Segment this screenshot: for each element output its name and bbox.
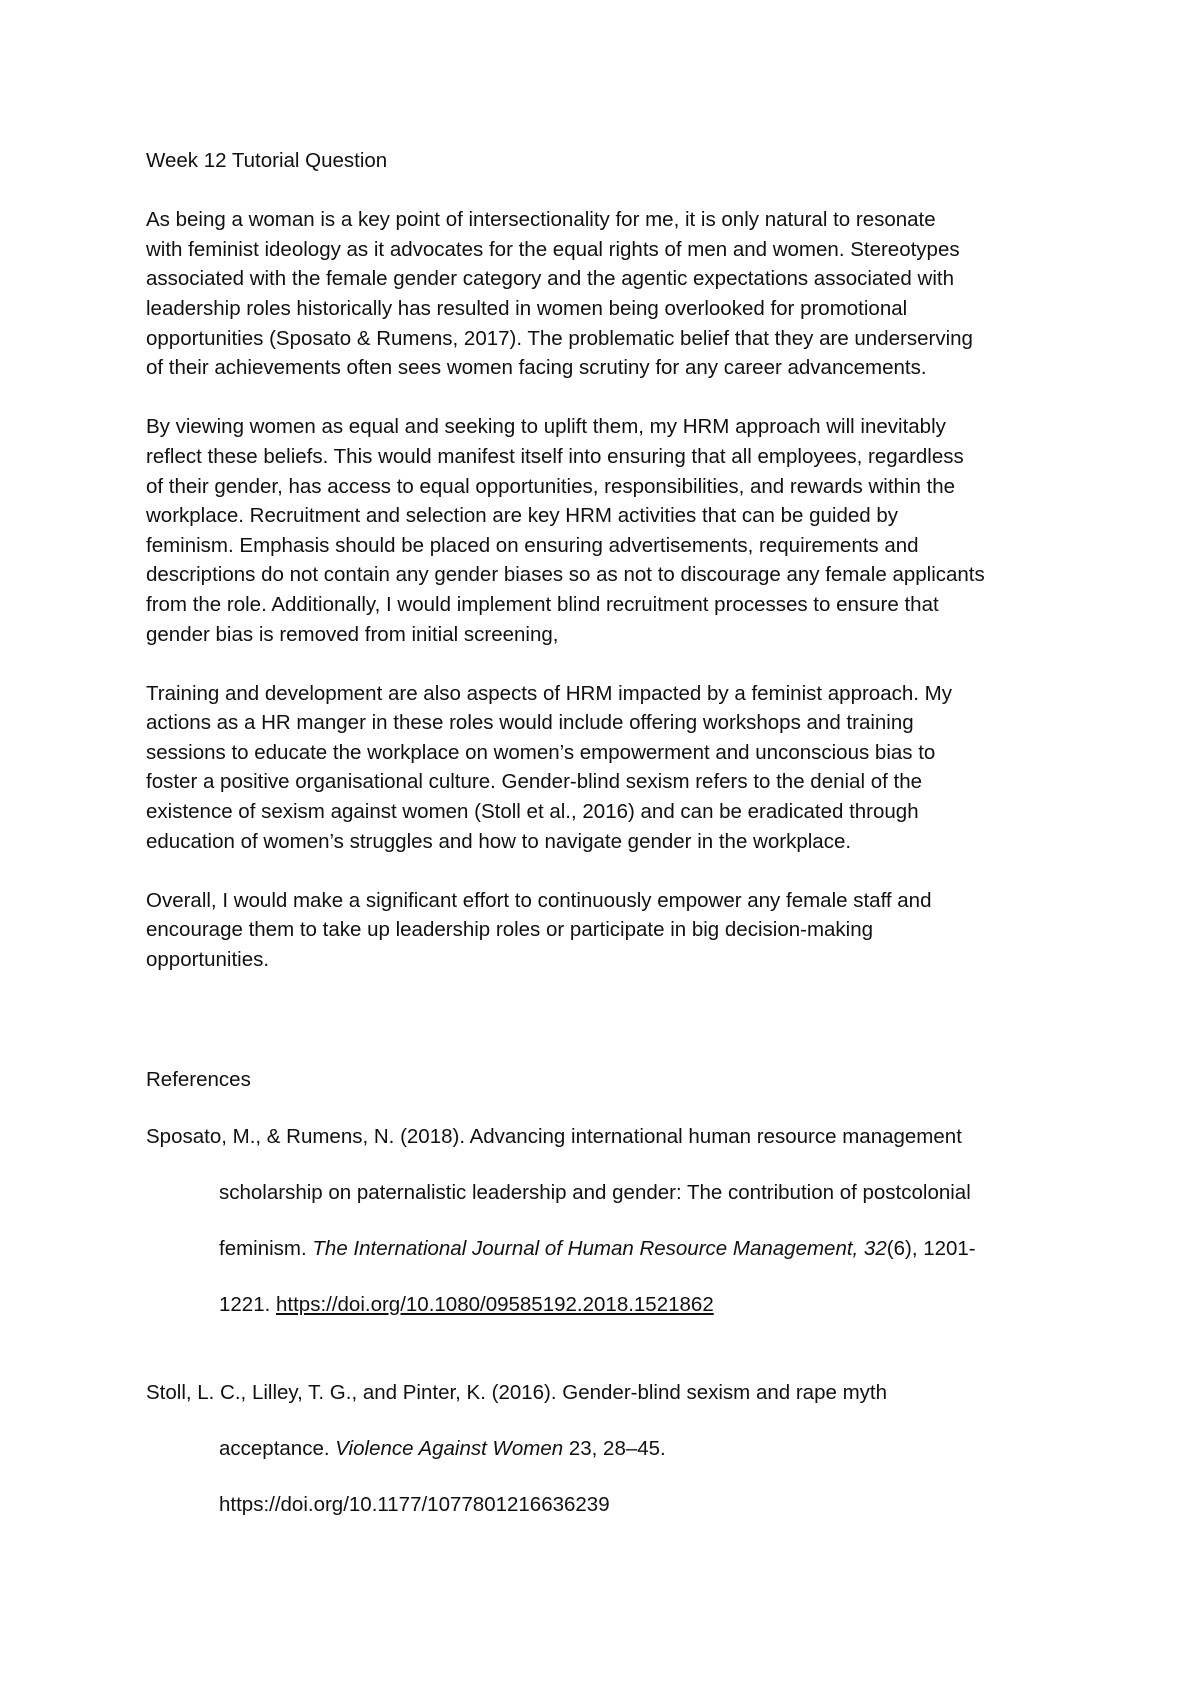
text-line: education of women’s struggles and how to navigate gender in the workplace. (146, 829, 852, 853)
text-line: By viewing women as equal and seeking to uplift them, my HRM approach will inevitably (146, 415, 946, 439)
text-line: sessions to educate the workplace on women’s empowerment and unconscious bias to (146, 740, 936, 764)
text-line: foster a positive organisational culture. Gender-blind sexism refers to the denial of the (146, 770, 922, 794)
text-line: associated with the female gender category and the agentic expectations associated with (146, 267, 954, 291)
reference-line: Sposato, M., & Rumens, N. (2018). Advancing international human resource management (146, 1125, 962, 1148)
reference-line (146, 1290, 1056, 1320)
reference-entry-sposato (146, 1122, 1056, 1320)
text-line: existence of sexism against women (Stoll et al., 2016) and can be eradicated through (146, 800, 919, 824)
reference-line: Stoll, L. C., Lilley, T. G., and Pinter, K. (2016). Gender-blind sexism and rape myth (146, 1381, 888, 1404)
reference-text: , 1201- (911, 1236, 976, 1260)
text-line: reflect these beliefs. This would manifest itself into ensuring that all employees, regardless (146, 444, 964, 468)
text-line: from the role. Additionally, I would implement blind recruitment processes to ensure that (146, 592, 939, 616)
text-line: gender bias is removed from initial screening, (146, 622, 559, 646)
doi-link[interactable]: https://doi.org/10.1080/09585192.2018.1521862 (276, 1292, 714, 1316)
reference-entry-stoll (146, 1378, 1056, 1520)
reference-text: acceptance. (219, 1436, 336, 1460)
text-line: opportunities. (146, 948, 270, 972)
reference-line: scholarship on paternalistic leadership and gender: The contribution of postcolonial (219, 1180, 971, 1204)
reference-text: feminism. (219, 1236, 313, 1260)
doi-text: https://doi.org/10.1177/1077801216636239 (219, 1492, 610, 1516)
journal-title: Violence Against Women (335, 1436, 564, 1460)
text-line: of their achievements often sees women facing scrutiny for any career advancements. (146, 356, 927, 380)
paragraph-2 (146, 412, 1056, 649)
text-line: Overall, I would make a significant effort to continuously empower any female staff and (146, 888, 932, 912)
text-line: with feminist ideology as it advocates for the equal rights of men and women. Stereotypes (146, 237, 960, 261)
text-line: encourage them to take up leadership roles or participate in big decision-making (146, 918, 874, 942)
text-line: opportunities (Sposato & Rumens, 2017). The problematic belief that they are underserving (146, 326, 973, 350)
reference-text: 23, 28–45. (563, 1436, 666, 1460)
text-line: actions as a HR manger in these roles would include offering workshops and training (146, 711, 914, 735)
document-body (146, 146, 1056, 1004)
text-line: feminism. Emphasis should be placed on ensuring advertisements, requirements and (146, 533, 919, 557)
reference-line (146, 1434, 1056, 1464)
references-heading: References (146, 1068, 251, 1091)
text-line: workplace. Recruitment and selection are key HRM activities that can be guided by (146, 504, 899, 528)
journal-title: The International Journal of Human Resource Management, 32 (312, 1236, 887, 1260)
paragraph-1 (146, 205, 1056, 383)
paragraph-4 (146, 886, 1056, 975)
text-line: leadership roles historically has resulted in women being overlooked for promotional (146, 296, 908, 320)
text-line: Training and development are also aspects of HRM impacted by a feminist approach. My (146, 681, 952, 705)
reference-line (146, 1234, 1056, 1264)
reference-text: 1221. (219, 1292, 276, 1316)
document-title: Week 12 Tutorial Question (146, 149, 388, 172)
text-line: As being a woman is a key point of intersectionality for me, it is only natural to resonate (146, 208, 936, 232)
reference-text: (6) (886, 1236, 912, 1260)
paragraph-3 (146, 679, 1056, 857)
text-line: descriptions do not contain any gender biases so as not to discourage any female applicants (146, 563, 985, 587)
text-line: of their gender, has access to equal opportunities, responsibilities, and rewards within the (146, 474, 956, 498)
